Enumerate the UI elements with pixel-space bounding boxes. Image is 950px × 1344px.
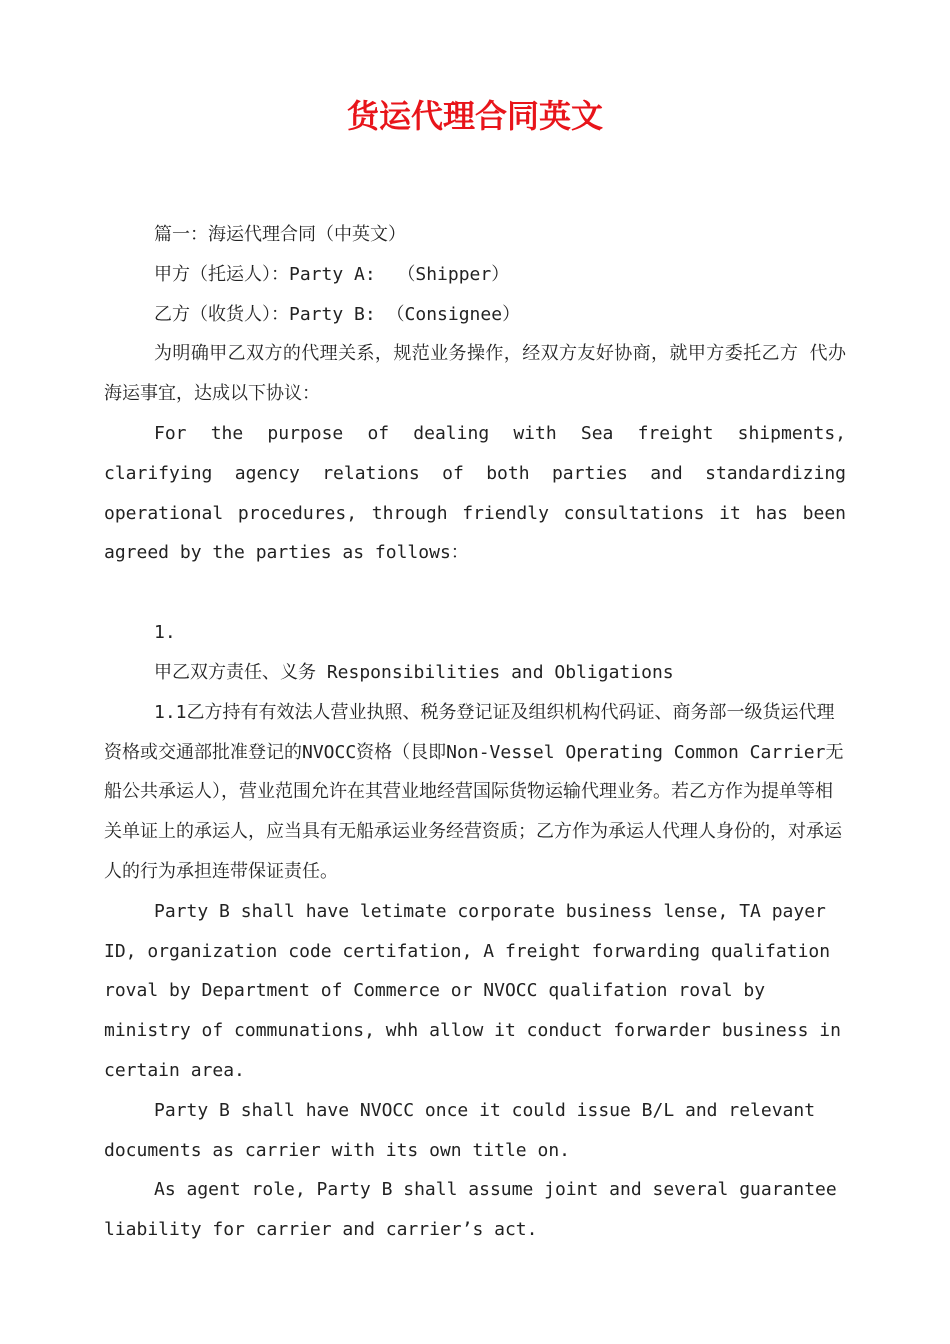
section-heading: 篇一：海运代理合同（中英文） <box>154 224 406 245</box>
document-body <box>104 215 857 1250</box>
item-number: 1. <box>154 622 176 644</box>
clause-1-1-cn: 1.1乙方持有有效法人营业执照、税务登记证及组织机构代码证、商务部一级货运代理资格或交通部批准登记的NVOCC资格（艮即Non-Vessel Operating Common Carrier无船公共承运人），营业范围允许在其营业地经营国际货物运输代理业务。若乙方作为提单等相关单证上的承运人，应当具有无船承运业务经营资质；乙方作为承运人代理人身份的，对承运人的行为承担连带保证责任。 <box>104 701 844 882</box>
paragraph-spacer <box>104 573 846 613</box>
document-title: 货运代理合同英文 <box>346 97 603 135</box>
party-b-line: 乙方（收货人）：Party B: （Consignee） <box>154 303 521 325</box>
clause-1-1-en-a: Party B shall have letimate corporate business lense, TA payer ID, organization code certifation, A freight forwarding qualifation roval by Department of Commerce or NVOCC qualifation roval by ministry of communations, whh allow it conduct forwarder business in certain area. <box>104 900 852 1081</box>
intro-paragraph-en: For the purpose of dealing with Sea freight shipments, clarifying agency relations of both parties and standardizing operational procedures, through friendly consultations it has been agreed by the parties as follows： <box>104 422 857 564</box>
clause-1-1-en-b: Party B shall have NVOCC once it could issue B/L and relevant documents as carrier with its own title on. <box>104 1099 826 1161</box>
clause-1-1-en-c: As agent role, Party B shall assume joint and several guarantee liability for carrier and carrier’s act. <box>104 1179 848 1241</box>
intro-paragraph-cn: 为明确甲乙双方的代理关系，规范业务操作，经双方友好协商，就甲方委托乙方 代办海运事宜，达成以下协议： <box>104 343 846 405</box>
item-heading: 甲乙双方责任、义务 Responsibilities and Obligations <box>154 661 674 683</box>
party-a-line: 甲方（托运人）：Party A: （Shipper） <box>154 263 510 285</box>
